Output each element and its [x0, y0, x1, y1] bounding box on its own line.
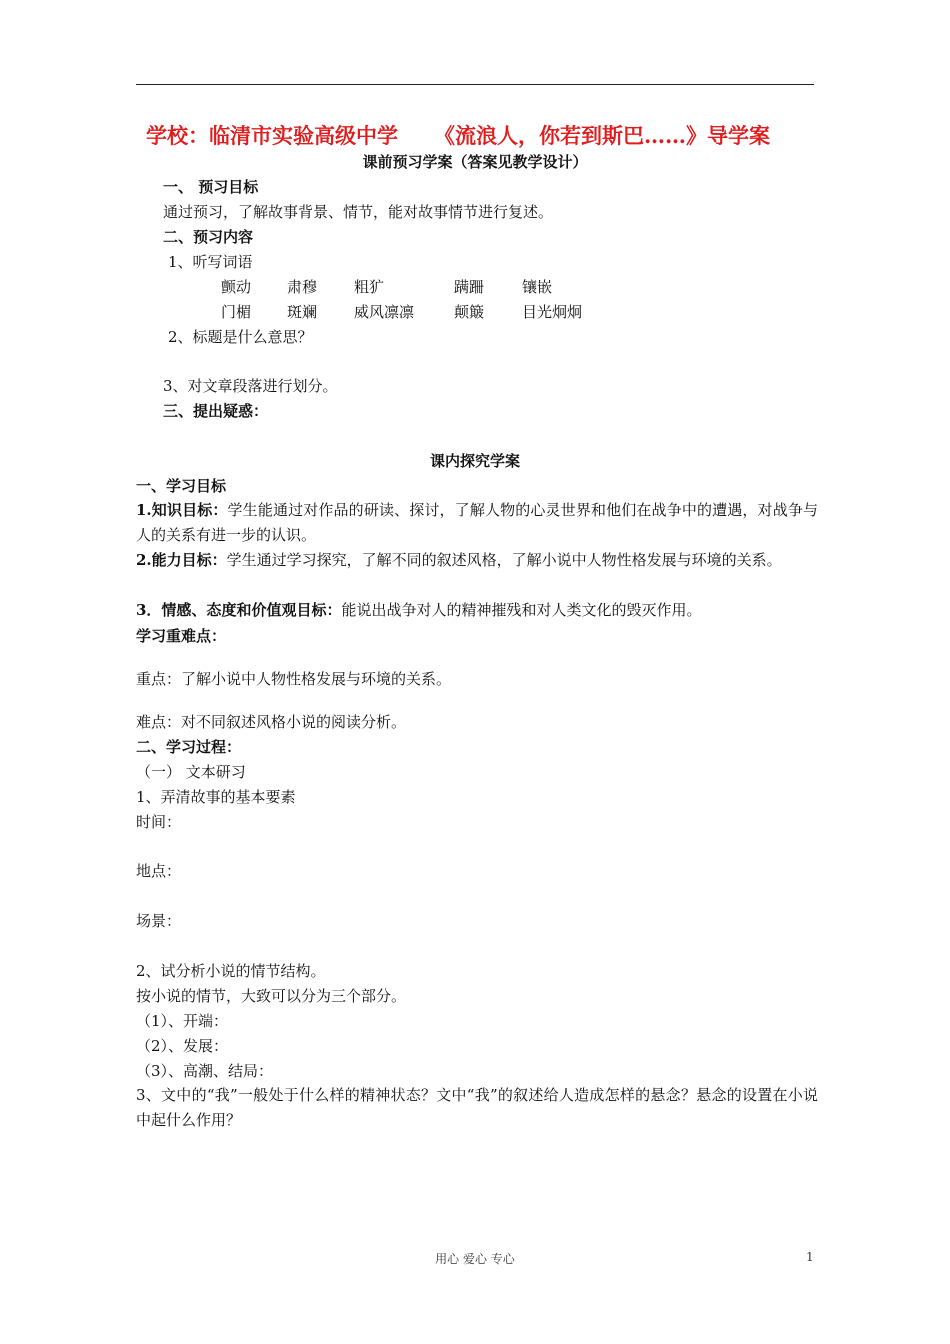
word: 门楣 [221, 303, 252, 321]
inclass-heading-1: 一、学习目标 [136, 477, 227, 495]
goal-knowledge-text: 学生能通过对作品的研读、探讨，了解人物的心灵世界和他们在战争中的遭遇，对战争与人的关系有进一步的认识。 [136, 501, 818, 544]
place-label: 地点： [136, 862, 182, 880]
document-title [146, 120, 826, 150]
goal-emotion-text: 能说出战争对人的精神摧残和对人类文化的毁灭作用。 [341, 601, 702, 619]
question-2-text: 按小说的情节，大致可以分为三个部分。 [136, 987, 407, 1005]
time-label: 时间： [136, 813, 182, 831]
preview-item-2: 2、标题是什么意思？ [168, 328, 313, 346]
key-point: 重点：了解小说中人物性格发展与环境的关系。 [136, 670, 452, 688]
preview-item-3: 3、对文章段落进行划分。 [163, 377, 338, 395]
header-rule [136, 84, 814, 85]
word: 斑斓 [287, 303, 318, 321]
plot-part-2: （2）、发展： [136, 1037, 229, 1055]
inclass-heading-2: 二、学习过程： [136, 738, 242, 756]
difficult-point: 难点：对不同叙述风格小说的阅读分析。 [136, 713, 407, 731]
preview-goal: 通过预习，了解故事背景、情节，能对故事情节进行复述。 [163, 203, 554, 221]
word: 镶嵌 [522, 278, 553, 296]
plot-part-1: （1）、开端： [136, 1012, 229, 1030]
title-school: 学校：临清市实验高级中学 [146, 123, 398, 148]
word: 肃穆 [287, 278, 318, 296]
footer-motto: 用心 爱心 专心 [435, 1252, 515, 1266]
question-2: 2、试分析小说的情节结构。 [136, 962, 326, 980]
word: 威风凛凛 [354, 303, 415, 321]
key-heading: 学习重难点： [136, 627, 227, 645]
goal-emotion [136, 598, 818, 623]
word: 粗犷 [354, 278, 385, 296]
word: 目光炯炯 [522, 303, 583, 321]
goal-ability [136, 548, 818, 573]
word: 蹒跚 [454, 278, 485, 296]
preview-heading-1: 一、 预习目标 [163, 178, 259, 196]
goal-ability-label: 2.能力目标： [136, 551, 227, 569]
preview-heading-3: 三、提出疑惑： [163, 402, 269, 420]
question-3: 3、文中的“我”一般处于什么样的精神状态？文中“我”的叙述给人造成怎样的悬念？悬念的设置在小说中起什么作用？ [136, 1086, 818, 1129]
scene-label: 场景： [136, 912, 182, 930]
preview-heading-2: 二、预习内容 [163, 228, 254, 246]
text-study-heading: （一） 文本研习 [136, 763, 246, 781]
goal-emotion-label: 3．情感、态度和价值观目标： [136, 601, 342, 619]
preview-item-1: 1、听写词语 [168, 253, 253, 271]
word: 颠簸 [454, 303, 485, 321]
page-number: 1 [806, 1250, 814, 1264]
question-1: 1、弄清故事的基本要素 [136, 788, 296, 806]
preview-subtitle: 课前预习学案（答案见教学设计） [362, 153, 588, 171]
inclass-subtitle: 课内探究学案 [429, 452, 520, 470]
goal-knowledge-label: 1.知识目标： [136, 501, 228, 519]
goal-ability-text: 学生通过学习探究，了解不同的叙述风格，了解小说中人物性格发展与环境的关系。 [226, 551, 782, 569]
word: 颤动 [221, 278, 252, 296]
goal-knowledge [136, 498, 818, 548]
plot-part-3: （3）、高潮、结局： [136, 1062, 274, 1080]
title-doc: 《流浪人，你若到斯巴……》导学案 [434, 123, 770, 148]
